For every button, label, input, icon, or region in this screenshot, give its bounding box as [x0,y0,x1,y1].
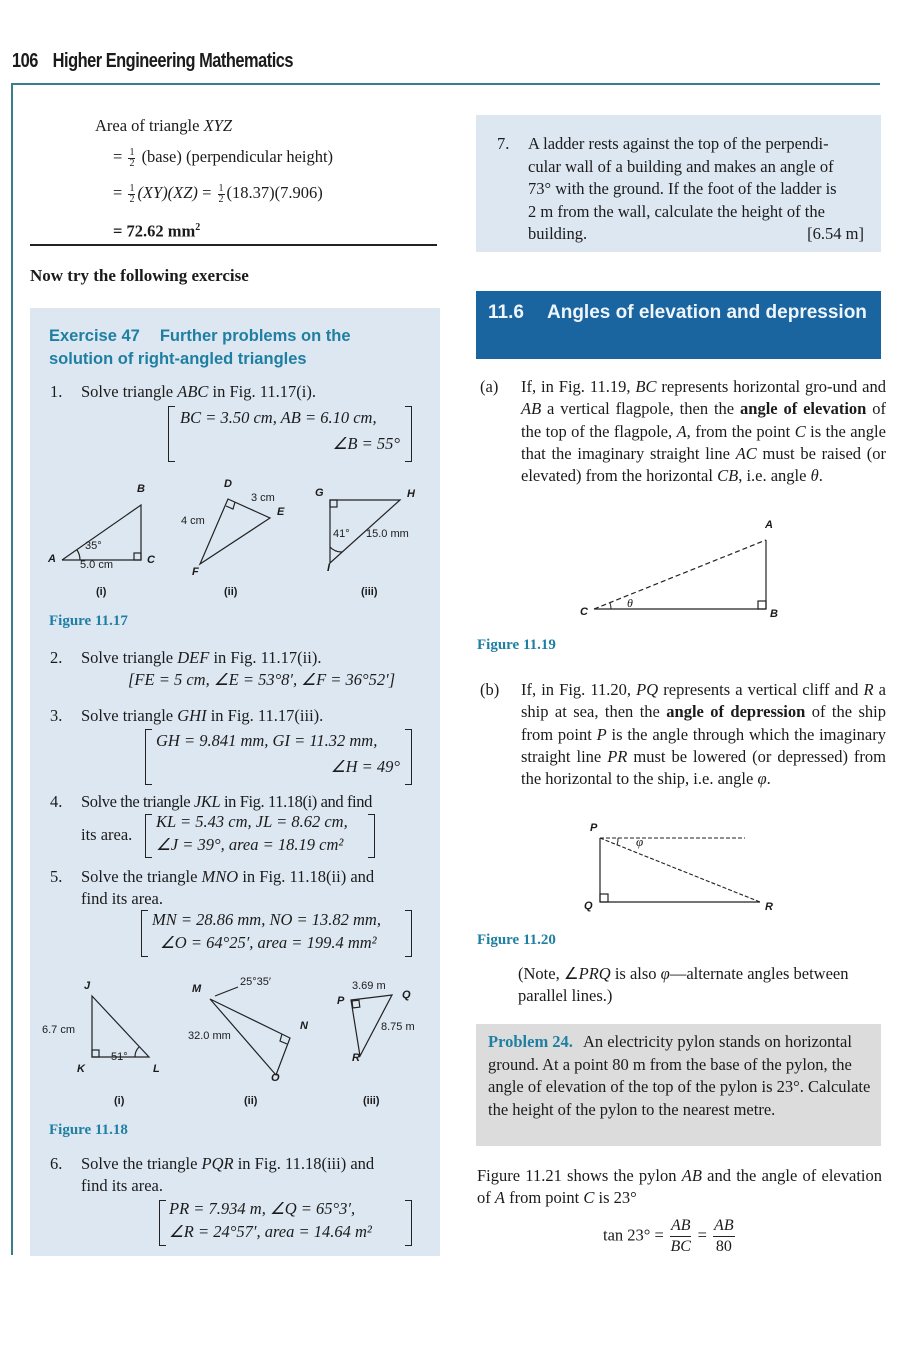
section-heading [476,291,881,359]
title-line: Further problems on the [159,327,351,345]
t: is also [610,964,661,983]
q-line: building. [528,224,588,243]
note [518,963,883,1008]
para-label: (b) [480,680,500,699]
figure-11-17-caption: Figure 11.17 [49,613,128,629]
v: A [676,421,687,441]
phi-label: φ [636,834,644,849]
sub-label-iii: (iii) [363,1095,380,1107]
problem-label: Problem 24. [488,1032,573,1051]
t: represents a vertical cliff and [658,680,864,699]
label-M: M [192,983,202,995]
q-text: Solve triangle [81,706,178,725]
bracket-left [141,910,148,957]
t: If, in Fig. 11.20, [521,680,637,699]
num: 1 [129,146,135,158]
v: θ [810,466,819,486]
v: φ [660,964,670,983]
question-6-line2: find its area. [81,1176,164,1195]
angle-25-35: 25°35′ [240,976,271,988]
den: BC [670,1238,691,1255]
t: a ship at sea, then the [521,680,887,722]
side-32mm: 32.0 mm [188,1030,231,1042]
label-Q: Q [584,900,593,912]
book-title: Higher Engineering Mathematics [52,50,294,72]
q-line: 2 m from the wall, calculate the height of the [528,201,825,221]
answer-6-line2: ∠R = 24°57′, area = 14.64 m² [169,1222,372,1241]
title-line: solution of right-angled triangles [49,350,307,368]
bracket-right [368,814,375,858]
q-text: in Fig. 11.18(iii) and [233,1154,375,1173]
figure-11-19-caption: Figure 11.19 [477,637,556,653]
t: . [818,466,823,486]
t: is 23° [594,1188,637,1208]
bracket-left [145,814,152,858]
bracket-left [168,406,175,462]
q-var: ABC [177,382,209,401]
q-var: GHI [177,706,207,725]
label-P: P [337,995,345,1007]
q-text: in Fig. 11.17(ii). [209,648,322,667]
label-K: K [77,1063,85,1075]
bracket-left [159,1200,166,1246]
v: AC [735,443,757,463]
label-H: H [407,488,415,500]
label-B: B [137,483,145,495]
answer-3-line2: ∠H = 49° [330,757,400,776]
label-D: D [224,478,232,490]
term: angle of depression [666,702,806,722]
label-C: C [147,554,155,566]
q-number: 3. [50,706,63,725]
q-text: Solve the triangle [81,792,194,811]
v: C [794,421,806,441]
label-A: A [48,553,56,565]
label-R: R [352,1052,360,1064]
fraction-ab-bc [670,1216,692,1257]
label-R: R [765,901,773,913]
figure-11-19 [580,530,790,625]
t: is the angle through which the imaginary straight line [521,724,886,766]
fraction-half [128,184,135,205]
t: —alternate angles between parallel lines.) [518,964,849,1006]
bracket-right [405,1200,412,1246]
para-body [521,376,886,487]
q-number: 7. [497,134,510,153]
v: BC [635,377,657,396]
problem-24-box [476,1024,881,1146]
t: , from the point [686,421,795,441]
solution-line-2 [113,145,333,169]
triangle-def [200,499,270,564]
label-J: J [84,980,91,992]
triangle-jkl [92,996,149,1057]
eq: = [697,1225,707,1245]
den: 2 [129,193,135,205]
q-number: 2. [50,648,63,667]
eq: = [113,183,123,202]
sub-label-i: (i) [114,1095,125,1107]
angle-51: 51° [111,1051,128,1063]
problem-body: An electricity pylon stands on horizontal ground. At a point 80 m from the base of the pylon, the angle of elevation of the top of the pylon is 23°. Calculate the height of the pylon to the nearest metre. [488,1032,871,1119]
v: φ [757,769,767,789]
side-6-7cm: 6.7 cm [42,1024,76,1036]
margin-rule [11,83,13,1255]
v: PR [607,746,628,766]
label-O: O [271,1072,280,1084]
text: = 72.62 mm [113,221,196,241]
side-4cm: 4 cm [181,515,205,527]
label-I: I [327,562,331,574]
bracket-right [405,910,412,957]
q-text: Solve the triangle [81,867,202,886]
para-label: (a) [480,377,499,396]
q-var: PQR [201,1154,234,1173]
expr: (18.37)(7.906) [226,183,323,202]
q-number: 1. [50,382,63,401]
lhs: tan 23° = [603,1225,664,1245]
solution-end-rule [30,244,437,246]
side-5cm: 5.0 cm [80,559,114,571]
den: 2 [129,157,135,169]
exercise-number: Exercise 47 [49,327,140,345]
q-number: 5. [50,867,63,886]
t: , i.e. angle [738,466,811,486]
text: Area of triangle [95,116,204,135]
side-8-75m: 8.75 m [381,1021,415,1033]
answer-1-line2: ∠B = 55° [332,434,400,453]
label-L: L [153,1063,160,1075]
t: is the angle that the imaginary straight line [521,421,886,463]
solution-line-3 [113,181,323,205]
q-line: cular wall of a building and makes an angle of [528,156,834,176]
t: must be lowered (or depressed) from the horizontal to the ship, i.e. angle [521,746,887,789]
fraction-half [218,184,225,205]
t: must be raised (or elevated) from the horizontal [521,443,886,486]
figure-11-18-caption: Figure 11.18 [49,1122,128,1138]
v: C [583,1188,595,1208]
question-6 [50,1153,450,1175]
t: . [766,769,771,789]
fraction-ab-80 [713,1216,735,1257]
q-var: MNO [201,867,239,886]
den: 2 [218,193,224,205]
header-rule [12,83,880,85]
q-text: in Fig. 11.17(iii). [206,706,324,725]
page-number: 106 [12,50,38,72]
question-2 [50,647,450,669]
num: AB [670,1216,692,1237]
label-Q: Q [402,989,411,1001]
side-15mm: 15.0 mm [366,528,409,540]
answer-5-line1: MN = 28.86 mm, NO = 13.82 mm, [152,910,381,929]
angle-41: 41° [333,528,350,540]
sub-label-ii: (ii) [224,586,238,598]
bracket-right [405,729,412,785]
q-var: DEF [177,648,210,667]
label-A: A [765,519,773,531]
expr: (XY)(XZ) [137,183,198,202]
answer-5-line2: ∠O = 64°25′, area = 199.4 mm² [160,933,377,952]
label-G: G [315,487,324,499]
problem-24-text [488,1031,873,1121]
label-C: C [580,606,588,618]
q-text: Solve triangle [81,648,178,667]
den: 80 [715,1238,732,1255]
t: of the top of the flagpole, [521,399,886,441]
sub-label-iii: (iii) [361,586,378,598]
q-text: in Fig. 11.18(ii) and [238,867,375,886]
solution-line-1 [95,114,232,137]
question-4-line2: its area. [81,825,133,844]
figure-11-20-caption: Figure 11.20 [477,932,556,948]
fraction-half [128,148,135,169]
answer-6-line1: PR = 7.934 m, ∠Q = 65°3′, [169,1199,356,1218]
answer-4-line1: KL = 5.43 cm, JL = 8.62 cm, [156,812,348,831]
text: (base) (perpendicular height) [141,147,334,166]
v: AB [521,399,542,419]
section-title: Angles of elevation and depression [547,302,867,323]
exercise-title [49,325,429,371]
question-4 [50,791,450,813]
t: If, in Fig. 11.19, [521,377,636,396]
t: of the ship from point [521,702,886,744]
var: XYZ [203,116,233,135]
figure-11-20 [595,830,765,910]
q-line-last [528,223,864,246]
theta-label: θ [627,596,633,610]
sub-label-ii: (ii) [244,1095,258,1107]
paragraph-b [480,679,885,814]
question-1 [50,381,450,403]
eq: = [202,183,212,202]
num: 1 [218,182,224,194]
v: PQ [636,680,659,699]
t: represents horizontal gro-und and [656,377,886,396]
q-body [528,133,864,246]
t: and the angle of elevation of [477,1166,883,1208]
side-3-69m: 3.69 m [352,980,386,992]
label-E: E [277,506,285,518]
t: (Note, ∠ [518,964,579,983]
q-number: 6. [50,1154,63,1173]
num: 1 [129,182,135,194]
sup: 2 [195,222,201,233]
t: from point [504,1188,584,1208]
num: AB [713,1216,735,1237]
v: A [494,1188,505,1208]
para-body [521,679,886,790]
angle-35: 35° [85,540,102,552]
v: R [863,680,874,699]
question-5-line2: find its area. [81,889,164,908]
q-number: 4. [50,792,63,811]
q-text: in Fig. 11.18(i) and find [220,792,372,811]
section-number: 11.6 [488,302,524,323]
sub-label-i: (i) [96,586,107,598]
q-line: 73° with the ground. If the foot of the ladder is [528,179,837,198]
running-header [12,50,293,73]
label-B: B [770,608,778,620]
v: CB [717,466,739,486]
answer-3-line1: GH = 9.841 mm, GI = 11.32 mm, [156,731,378,750]
solution-result [113,216,200,243]
q-text: Solve the triangle [81,1154,202,1173]
tan-equation [603,1216,737,1257]
now-try-heading: Now try the following exercise [30,266,249,285]
bracket-right [405,406,412,462]
question-3 [50,705,450,727]
q-text: in Fig. 11.17(i). [208,382,316,401]
term: angle of elevation [740,399,867,419]
answer-2: [FE = 5 cm, ∠E = 53°8′, ∠F = 36°52′] [128,670,396,689]
q-line: A ladder rests against the top of the perpendi- [528,134,829,153]
q-var: JKL [193,792,221,811]
v: P [596,724,607,744]
t: a vertical flagpole, then the [541,399,741,419]
answer-1-line1: BC = 3.50 cm, AB = 6.10 cm, [180,408,377,427]
paragraph-a [480,376,885,511]
answer-4-line2: ∠J = 39°, area = 18.19 cm² [156,835,344,854]
eq: = [113,147,123,166]
label-N: N [300,1020,308,1032]
label-F: F [192,566,199,578]
v: PRQ [578,964,611,983]
question-5 [50,866,450,888]
q-text: Solve triangle [81,382,178,401]
bracket-left [145,729,152,785]
solution-24-text [477,1165,882,1210]
side-3cm: 3 cm [251,492,275,504]
answer-7: [6.54 m] [807,224,864,243]
label-P: P [590,822,598,834]
v: AB [681,1166,702,1185]
t: Figure 11.21 shows the pylon [477,1166,682,1185]
